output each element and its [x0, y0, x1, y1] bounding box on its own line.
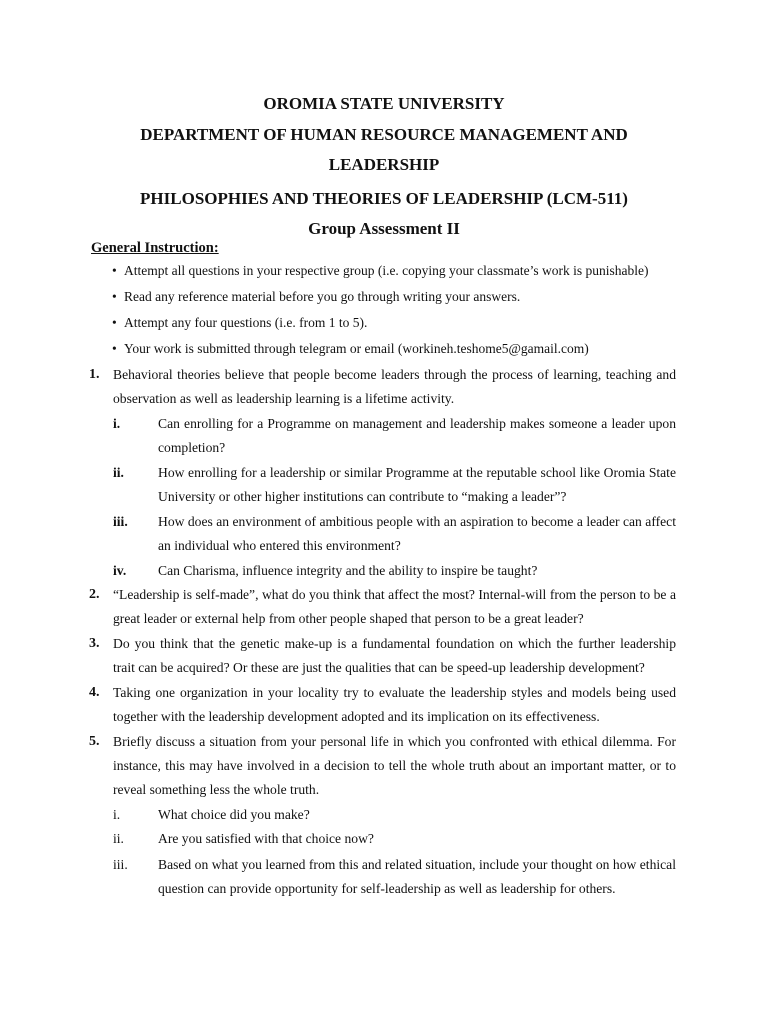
- instruction-item: [112, 262, 712, 288]
- question-number: 2.: [89, 587, 100, 602]
- sub-question-text: Can Charisma, influence integrity and the ability to inspire be taught?: [158, 563, 538, 578]
- instruction-item: [112, 314, 712, 340]
- sub-question-text: How does an environment of ambitious people with an aspiration to become a leader can affect an individual who entered this environment?: [158, 514, 676, 553]
- sub-question-text: Are you satisfied with that choice now?: [158, 831, 374, 846]
- sub-question-number: iv.: [113, 563, 127, 578]
- university-title: OROMIA STATE UNIVERSITY: [263, 94, 505, 113]
- course-title: PHILOSOPHIES AND THEORIES OF LEADERSHIP (LCM-511): [140, 189, 628, 208]
- question-number: 4.: [89, 685, 100, 700]
- sub-question-text: Can enrolling for a Programme on management and leadership makes someone a leader upon completion?: [158, 416, 676, 455]
- question-text: “Leadership is self-made”, what do you think that affect the most? Internal-will from the person to be a great leader or external help from other people shaped that person to be a great leader?: [113, 587, 676, 626]
- assessment-title: Group Assessment II: [308, 219, 460, 238]
- sub-question-number: i.: [113, 416, 121, 431]
- question-number: 1.: [89, 367, 100, 382]
- sub-question-text: How enrolling for a leadership or similar Programme at the reputable school like Oromia State University or other higher institutions can contribute to “making a leader”?: [158, 465, 676, 504]
- general-instruction-heading: General Instruction:: [91, 240, 219, 256]
- bullet-icon: •: [112, 263, 117, 278]
- instruction-item: [112, 288, 712, 314]
- sub-question-number: ii.: [113, 465, 124, 480]
- sub-question-number: i.: [113, 807, 121, 822]
- sub-question-number: iii.: [113, 857, 128, 872]
- question-text: Briefly discuss a situation from your personal life in which you confronted with ethical dilemma. For instance, this may have involved in a decision to tell the whole truth about an important matter, or to reveal something less the whole truth.: [113, 734, 676, 797]
- bullet-icon: •: [112, 341, 117, 356]
- department-title-line1: DEPARTMENT OF HUMAN RESOURCE MANAGEMENT AND: [140, 125, 628, 144]
- instruction-list: [112, 262, 712, 366]
- instruction-text: Attempt any four questions (i.e. from 1 to 5).: [124, 315, 368, 330]
- bullet-icon: •: [112, 315, 117, 330]
- bullet-icon: •: [112, 289, 117, 304]
- sub-question-number: ii.: [113, 831, 124, 846]
- question-text: Taking one organization in your locality try to evaluate the leadership styles and models being used together with the leadership development adopted and its implication on its effectiveness.: [113, 685, 676, 724]
- sub-question-number: iii.: [113, 514, 128, 529]
- question-number: 5.: [89, 734, 100, 749]
- question-text: Do you think that the genetic make-up is a fundamental foundation on which the further leadership trait can be acquired? Or these are just the qualities that can be speed-up leadership development?: [113, 636, 676, 675]
- department-title-line2: LEADERSHIP: [328, 155, 440, 174]
- question-number: 3.: [89, 636, 100, 651]
- sub-question-text: Based on what you learned from this and related situation, include your thought on how ethical question can provide opportunity for self-leadership as well as leadership for others.: [158, 857, 676, 896]
- question-text: Behavioral theories believe that people become leaders through the process of learning, teaching and observation as well as leadership learning is a lifetime activity.: [113, 367, 676, 406]
- instruction-text: Read any reference material before you go through writing your answers.: [124, 289, 521, 304]
- instruction-text: Attempt all questions in your respective group (i.e. copying your classmate’s work is punishable): [124, 263, 649, 278]
- sub-question-text: What choice did you make?: [158, 807, 310, 822]
- instruction-text: Your work is submitted through telegram or email (workineh.teshome5@gamail.com): [124, 341, 589, 356]
